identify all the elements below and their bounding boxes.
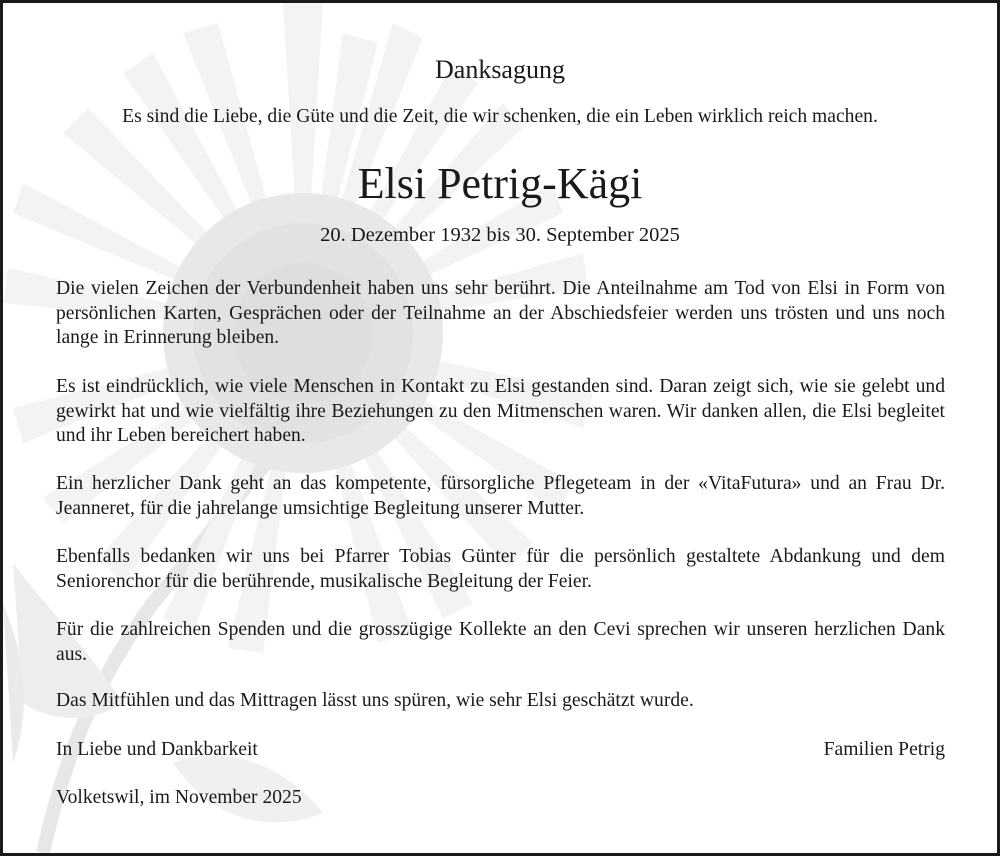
paragraph-6: Das Mitfühlen und das Mittragen lässt uns spüren, wie sehr Elsi geschätzt wurde. [56, 690, 694, 711]
life-dates: 20. Dezember 1932 bis 30. September 2025 [320, 224, 680, 246]
paragraph-2: Es ist eindrücklich, wie viele Menschen in Kontakt zu Elsi gestanden sind. Daran zeigt sich, wie sie gelebt und gewirkt hat und wie vielfältig ihre Beziehungen zu den Mitmenschen waren. Wir danken allen, die Elsi begleitet und ihr Leben bereichert haben. [56, 376, 945, 446]
signature: Familien Petrig [823, 739, 945, 760]
paragraph-5: Für die zahlreichen Spenden und die grosszügige Kollekte an den Cevi sprechen wir unseren herzlichen Dank aus. [56, 619, 945, 665]
heading: Danksagung [435, 55, 565, 84]
place-date: Volketswil, im November 2025 [56, 787, 302, 808]
closing: In Liebe und Dankbarkeit [56, 739, 258, 760]
paragraph-3: Ein herzlicher Dank geht an das kompetente, fürsorgliche Pflegeteam in der «VitaFutura» und an Frau Dr. Jeanneret, für die jahrelange umsichtige Begleitung unserer Mutter. [56, 473, 945, 519]
paragraph-4: Ebenfalls bedanken wir uns bei Pfarrer Tobias Günter für die persönlich gestaltete Abdankung und dem Seniorenchor für die berührende, musikalische Begleitung der Feier. [56, 546, 945, 592]
deceased-name: Elsi Petrig-Kägi [357, 159, 643, 208]
paragraph-1: Die vielen Zeichen der Verbundenheit haben uns sehr berührt. Die Anteilnahme am Tod von Elsi in Form von persönlichen Karten, Gesprächen oder der Teilnahme an der Abschiedsfeier werden uns trösten und uns noch lange in Erinnerung bleiben. [56, 278, 945, 348]
motto: Es sind die Liebe, die Güte und die Zeit, die wir schenken, die ein Leben wirklich reich machen. [122, 106, 878, 127]
